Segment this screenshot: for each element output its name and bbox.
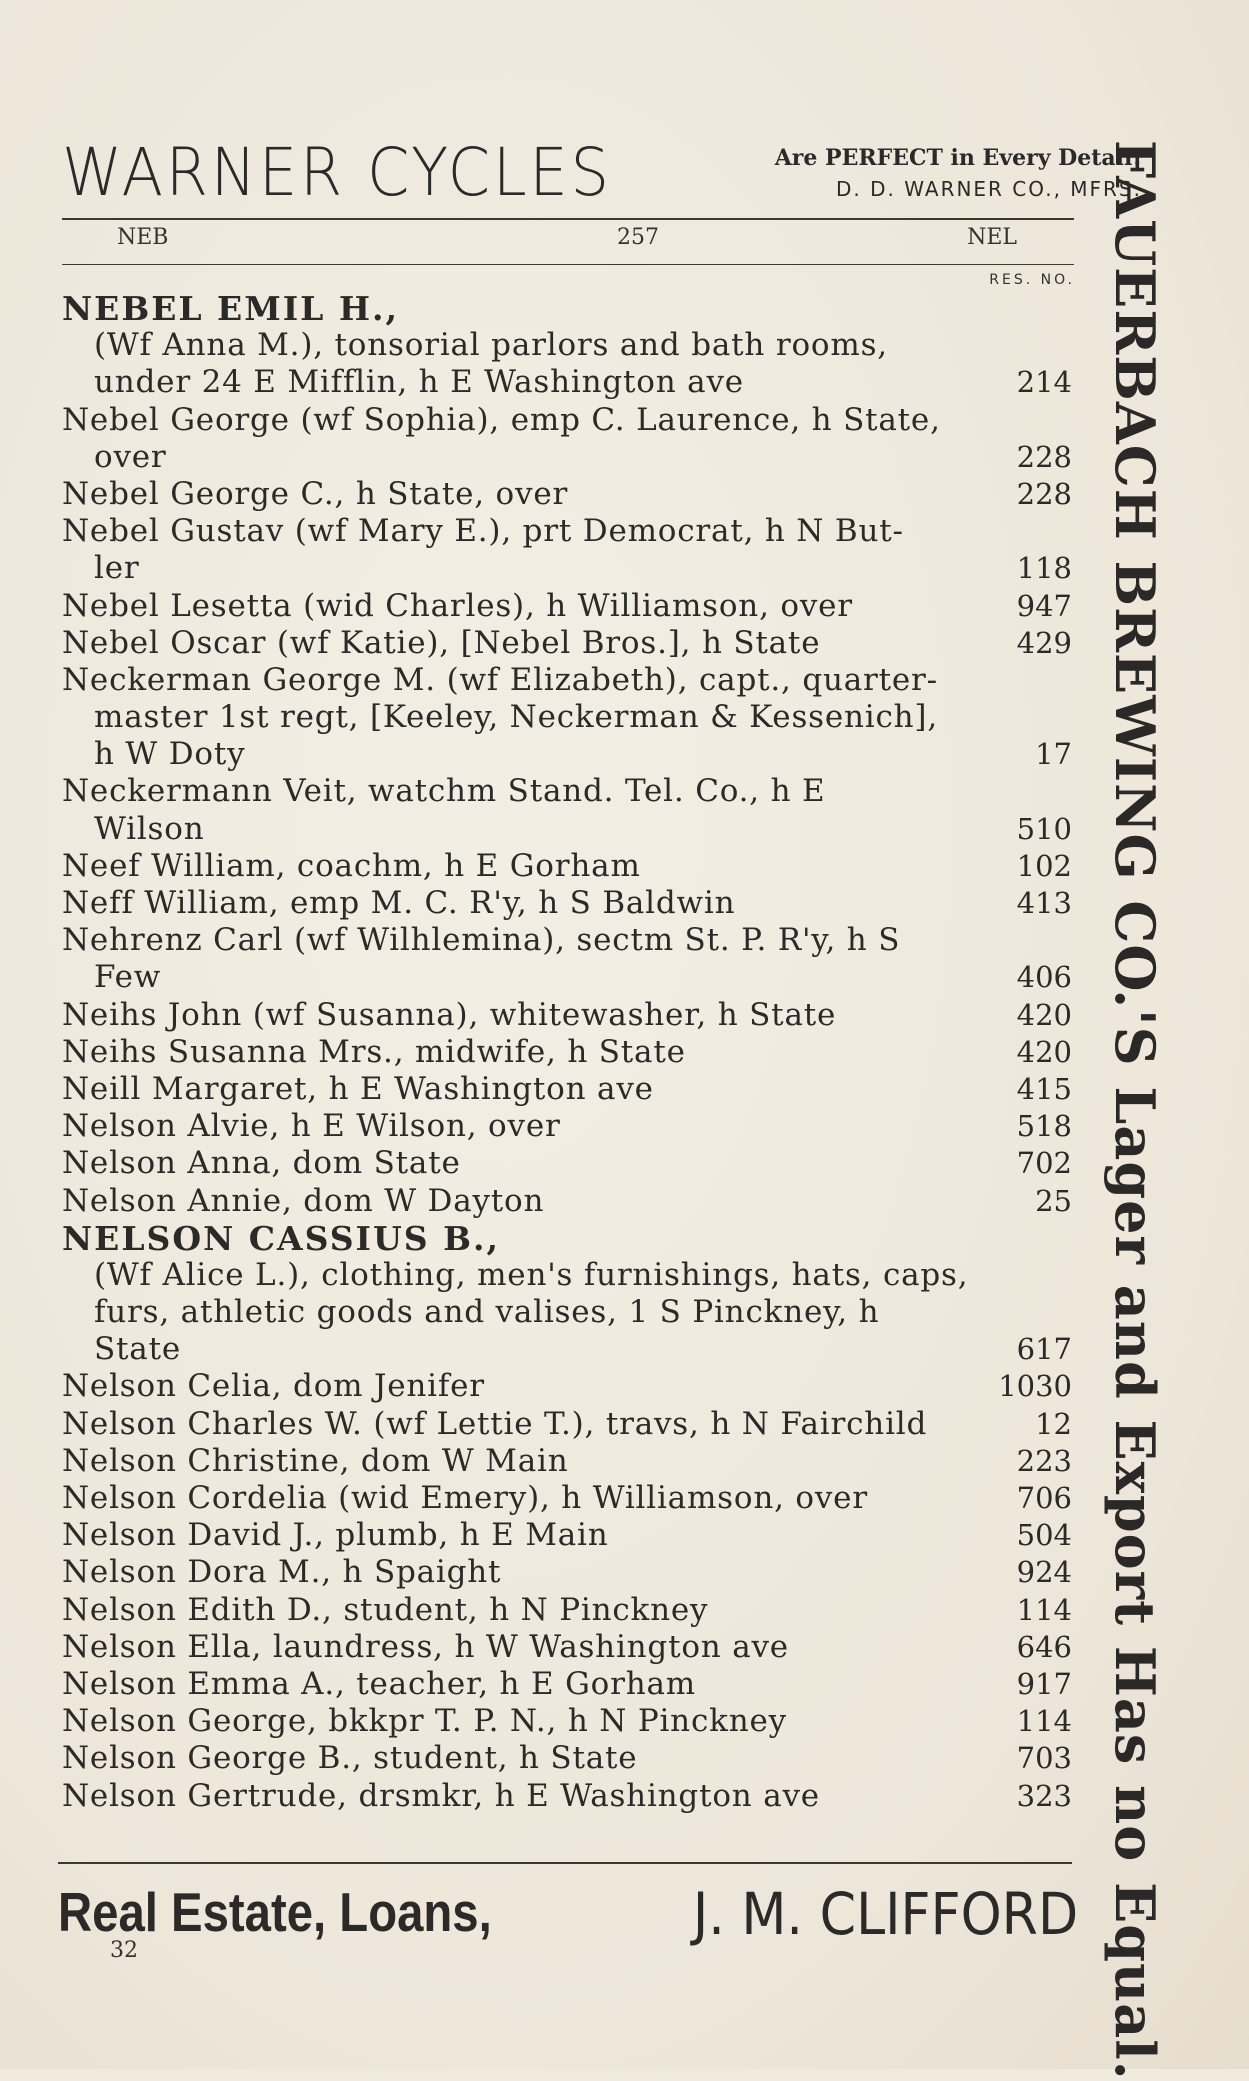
residence-number: 420 xyxy=(1016,1034,1072,1069)
residence-number: 646 xyxy=(1016,1629,1072,1664)
residence-number: 617 xyxy=(1016,1332,1072,1367)
entry-text: under 24 E Mifflin, h E Washington ave xyxy=(94,364,744,401)
residence-number: 118 xyxy=(1016,551,1072,586)
entry-text: Nebel George C., h State, over xyxy=(62,475,569,512)
entry-text: Neckermann Veit, watchm Stand. Tel. Co., h E xyxy=(62,773,826,810)
entry-line xyxy=(62,699,1072,736)
entry-text: Nebel George (wf Sophia), emp C. Laurence, h State, xyxy=(62,401,941,438)
entry-text: Nelson Emma A., teacher, h E Gorham xyxy=(62,1665,696,1702)
entry-text: h W Doty xyxy=(94,736,246,773)
entry-line xyxy=(62,1554,1072,1591)
residence-number: 702 xyxy=(1016,1146,1072,1181)
entry-text: over xyxy=(94,438,167,475)
residence-number: 1030 xyxy=(998,1369,1072,1404)
residence-number: 706 xyxy=(1016,1481,1072,1515)
entry-text: NEBEL EMIL H., xyxy=(62,289,400,328)
residence-number: 323 xyxy=(1016,1778,1072,1813)
residence-number: 12 xyxy=(1035,1406,1072,1441)
entry-text: Nebel Oscar (wf Katie), [Nebel Bros.], h State xyxy=(62,624,821,661)
entry-line xyxy=(62,1145,1072,1182)
residence-number: 114 xyxy=(1016,1704,1072,1739)
warner-maker: D. D. WARNER CO., MFRS. xyxy=(835,177,1142,201)
residence-number: 25 xyxy=(1035,1183,1072,1218)
entry-line xyxy=(62,1592,1072,1629)
entry-text: Nelson Celia, dom Jenifer xyxy=(62,1368,485,1405)
entry-line xyxy=(62,625,1072,662)
header-rule xyxy=(62,264,1074,265)
entry-line xyxy=(62,1517,1072,1554)
running-head-left: NEB xyxy=(117,225,169,250)
residence-number: 429 xyxy=(1016,625,1072,660)
entry-line xyxy=(62,513,1072,550)
entry-line xyxy=(62,439,1072,476)
entry-text: Nelson Ella, laundress, h W Washington ave xyxy=(62,1628,789,1665)
residence-number: 917 xyxy=(1016,1666,1072,1701)
residence-number: 510 xyxy=(1016,811,1072,846)
entry-text: Nelson George, bkkpr T. P. N., h N Pinckney xyxy=(62,1703,787,1740)
entry-line xyxy=(62,959,1072,996)
side-ad-text: FAUERBACH BREWING CO.'S Lager and Export Has no Equal. xyxy=(1103,140,1167,2081)
entry-text: Nelson Dora M., h Spaight xyxy=(62,1554,502,1591)
entry-line xyxy=(62,1108,1072,1145)
residence-number: 413 xyxy=(1016,886,1072,920)
entry-text: Nebel Lesetta (wid Charles), h Williamson, over xyxy=(62,587,853,624)
residence-number: 703 xyxy=(1016,1741,1072,1776)
entry-line xyxy=(62,848,1072,885)
entry-line xyxy=(62,1406,1072,1443)
top-rule xyxy=(62,218,1074,220)
directory-entries xyxy=(62,290,1072,1815)
folio: 32 xyxy=(110,1938,138,1963)
warner-cycles-brand: WARNER CYCLES xyxy=(62,134,612,211)
residence-number: 415 xyxy=(1016,1071,1072,1106)
side-advertisement xyxy=(1100,140,1170,2081)
entry-text: Neckerman George M. (wf Elizabeth), capt., quarter- xyxy=(62,661,938,698)
residence-number: 17 xyxy=(1035,737,1072,772)
entry-heading xyxy=(62,290,1072,327)
residence-number: 504 xyxy=(1016,1518,1072,1553)
entry-text: ler xyxy=(94,550,140,587)
entry-line xyxy=(62,1666,1072,1703)
entry-text: Nelson Cordelia (wid Emery), h Williamson, over xyxy=(62,1480,868,1516)
entry-line xyxy=(62,1034,1072,1071)
entry-line xyxy=(62,1778,1072,1815)
top-advertisement xyxy=(62,134,1142,211)
bottom-advertisement xyxy=(58,1880,1078,1950)
entry-text: Nelson Christine, dom W Main xyxy=(62,1442,569,1479)
entry-line xyxy=(62,922,1072,959)
bottom-ad-name: J. M. CLIFFORD xyxy=(692,1880,1078,1948)
entry-line xyxy=(62,588,1072,625)
entry-line xyxy=(62,476,1072,513)
running-head xyxy=(62,225,1072,259)
entry-text: Nelson George B., student, h State xyxy=(62,1740,638,1777)
entry-line xyxy=(62,773,1072,810)
entry-text: Nelson Gertrude, drsmkr, h E Washington ave xyxy=(62,1777,820,1814)
page-number: 257 xyxy=(617,225,659,250)
bottom-ad-services: Real Estate, Loans, xyxy=(58,1881,492,1943)
entry-line xyxy=(62,1480,1072,1517)
entry-text: Wilson xyxy=(94,810,205,847)
entry-text: Nelson Annie, dom W Dayton xyxy=(62,1182,545,1219)
entry-text: State xyxy=(94,1331,181,1368)
entry-text: Nelson Charles W. (wf Lettie T.), travs, h N Fairchild xyxy=(62,1405,928,1442)
entry-line xyxy=(62,997,1072,1034)
entry-text: Nelson Anna, dom State xyxy=(62,1145,461,1182)
residence-number: 223 xyxy=(1016,1443,1072,1478)
residence-number: 228 xyxy=(1016,476,1072,511)
entry-text: Nelson Edith D., student, h N Pinckney xyxy=(62,1591,709,1628)
entry-heading xyxy=(62,1220,1072,1257)
entry-line xyxy=(62,1703,1072,1740)
entry-text: master 1st regt, [Keeley, Neckerman & Kessenich], xyxy=(94,699,938,736)
residence-number: 228 xyxy=(1016,439,1072,474)
entry-text: Neill Margaret, h E Washington ave xyxy=(62,1070,654,1107)
bottom-rule xyxy=(58,1862,1072,1864)
residence-number: 114 xyxy=(1016,1592,1072,1627)
entry-text: Few xyxy=(94,959,162,996)
entry-text: Neihs Susanna Mrs., midwife, h State xyxy=(62,1033,686,1070)
residence-number: 947 xyxy=(1016,588,1072,623)
entry-line xyxy=(62,402,1072,439)
entry-line xyxy=(62,1740,1072,1777)
entry-line xyxy=(62,364,1072,401)
entry-line xyxy=(62,1294,1072,1331)
entry-text: furs, athletic goods and valises, 1 S Pinckney, h xyxy=(94,1294,880,1331)
entry-text: (Wf Alice L.), clothing, men's furnishings, hats, caps, xyxy=(94,1256,969,1293)
entry-text: Nelson David J., plumb, h E Main xyxy=(62,1517,609,1554)
residence-number: 102 xyxy=(1016,848,1072,883)
entry-text: Nelson Alvie, h E Wilson, over xyxy=(62,1108,561,1145)
residence-number: 924 xyxy=(1016,1555,1072,1590)
entry-line xyxy=(62,885,1072,922)
warner-tagline: Are PERFECT in Every Detail! xyxy=(774,145,1142,171)
entry-line xyxy=(62,1257,1072,1294)
entry-line xyxy=(62,327,1072,364)
entry-text: Nehrenz Carl (wf Wilhlemina), sectm St. P. R'y, h S xyxy=(62,922,901,959)
entry-text: Neef William, coachm, h E Gorham xyxy=(62,847,641,884)
entry-line xyxy=(62,1368,1072,1405)
residence-number: 406 xyxy=(1016,960,1072,995)
residence-number: 420 xyxy=(1016,997,1072,1032)
entry-line xyxy=(62,1331,1072,1368)
residence-number: 214 xyxy=(1016,365,1072,400)
entry-text: Nebel Gustav (wf Mary E.), prt Democrat, h N But- xyxy=(62,513,904,550)
entry-text: (Wf Anna M.), tonsorial parlors and bath rooms, xyxy=(94,327,888,364)
entry-text: Neihs John (wf Susanna), whitewasher, h State xyxy=(62,996,837,1033)
entry-line xyxy=(62,1443,1072,1480)
entry-line xyxy=(62,736,1072,773)
entry-line xyxy=(62,550,1072,587)
entry-line xyxy=(62,1629,1072,1666)
entry-line xyxy=(62,811,1072,848)
res-no-column-header: RES. NO. xyxy=(989,272,1075,288)
entry-line xyxy=(62,662,1072,699)
residence-number: 518 xyxy=(1016,1109,1072,1144)
entry-line xyxy=(62,1183,1072,1220)
running-head-right: NEL xyxy=(967,225,1017,250)
entry-line xyxy=(62,1071,1072,1108)
entry-text: Neff William, emp M. C. R'y, h S Baldwin xyxy=(62,885,736,921)
entry-text: NELSON CASSIUS B., xyxy=(62,1218,500,1258)
